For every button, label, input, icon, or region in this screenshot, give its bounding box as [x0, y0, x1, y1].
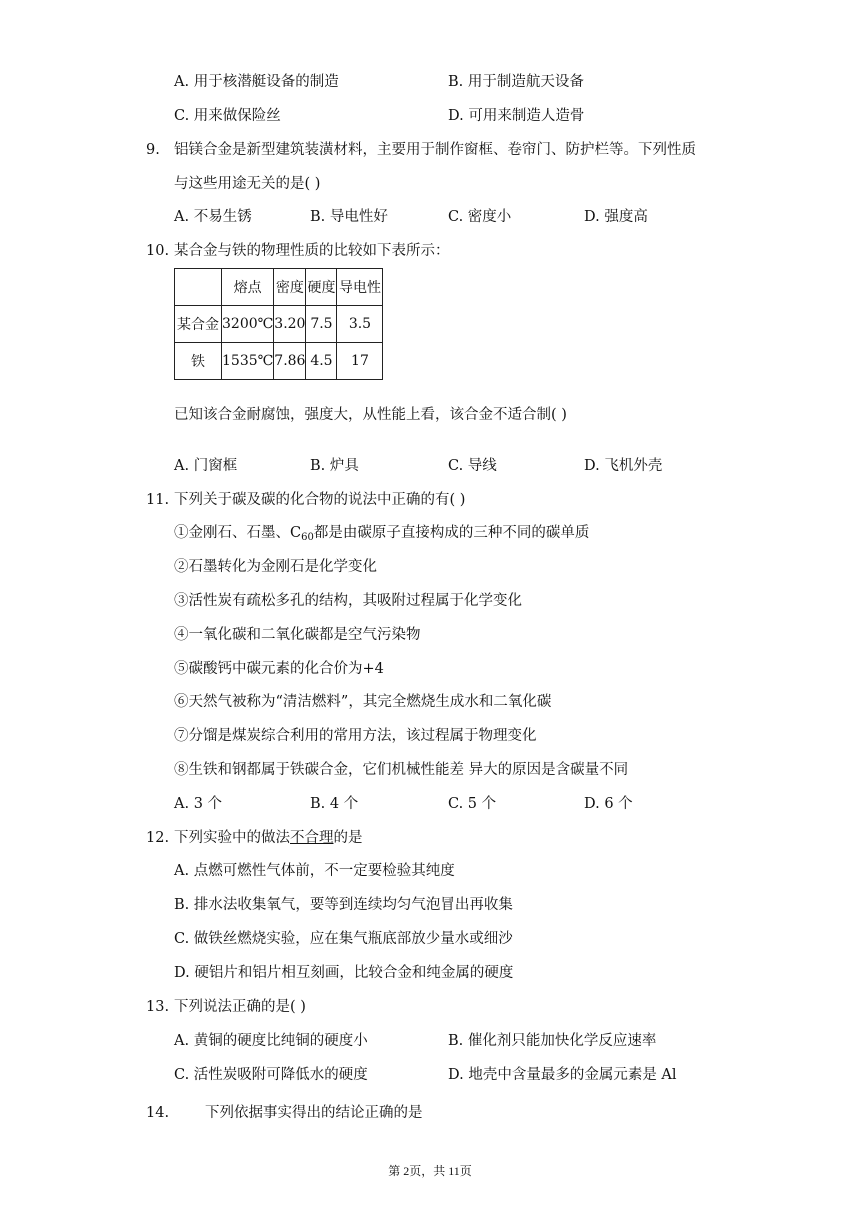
q10-number: 10. [146, 243, 170, 259]
q12-option-d: D. 硬铝片和铝片相互刻画，比较合金和纯金属的硬度 [174, 965, 514, 981]
table-header-cell [175, 269, 222, 306]
q10-stem: 某合金与铁的物理性质的比较如下表所示： [174, 243, 450, 259]
q12-number: 12. [146, 830, 170, 846]
q11-statement-6: ⑥天然气被称为“清洁燃料”，其完全燃烧生成水和二氧化碳 [174, 694, 552, 710]
table-cell: 某合金 [175, 306, 222, 343]
q13-stem: 下列说法正确的是( ) [174, 999, 306, 1015]
q10-option-d: D. 飞机外壳 [584, 458, 663, 474]
q12-option-a: A. 点燃可燃性气体前，不一定要检验其纯度 [174, 863, 455, 879]
table-header-cell: 导电性 [337, 269, 383, 306]
table-cell: 3.5 [337, 306, 383, 343]
table-cell: 7.86 [274, 343, 306, 380]
q10-option-a: A. 门窗框 [174, 458, 238, 474]
q12-option-c: C. 做铁丝燃烧实验，应在集气瓶底部放少量水或细沙 [174, 931, 513, 947]
q11-option-d: D. 6 个 [584, 796, 633, 812]
q11-statement-4: ④一氧化碳和二氧化碳都是空气污染物 [174, 627, 421, 643]
q12-stem-post: 的是 [333, 830, 363, 846]
q13-option-d: D. 地壳中含量最多的金属元素是 Al [448, 1067, 677, 1083]
q13-option-a: A. 黄铜的硬度比纯铜的硬度小 [174, 1033, 368, 1049]
q11-statement-3: ③活性炭有疏松多孔的结构，其吸附过程属于化学变化 [174, 593, 522, 609]
table-cell: 3.20 [274, 306, 306, 343]
q9-stem-line1: 铝镁合金是新型建筑装潢材料，主要用于制作窗框、卷帘门、防护栏等。下列性质 [174, 142, 696, 158]
q14-stem: 下列依据事实得出的结论正确的是 [205, 1105, 423, 1121]
q9-number: 9. [146, 142, 160, 158]
q10-question: 已知该合金耐腐蚀，强度大，从性能上看，该合金不适合制( ) [174, 407, 567, 423]
q11-statement-8: ⑧生铁和钢都属于铁碳合金，它们机械性能差 异大的原因是含碳量不同 [174, 762, 629, 778]
q11-statement-1-post: 都是由碳原子直接构成的三种不同的碳单质 [313, 525, 590, 541]
q9-option-b: B. 导电性好 [310, 209, 388, 225]
q12-stem [174, 828, 363, 848]
q9-option-c: C. 密度小 [448, 209, 512, 225]
q11-number: 11. [146, 492, 170, 508]
q11-statement-2: ②石墨转化为金刚石是化学变化 [174, 559, 377, 575]
table-cell: 7.5 [306, 306, 337, 343]
q11-statement-7: ⑦分馏是煤炭综合利用的常用方法，该过程属于物理变化 [174, 728, 537, 744]
table-row [175, 343, 383, 380]
table-cell: 3200℃ [222, 306, 274, 343]
q11-stem: 下列关于碳及碳的化合物的说法中正确的有( ) [174, 492, 466, 508]
q10-option-c: C. 导线 [448, 458, 497, 474]
q12-option-b: B. 排水法收集氧气，要等到连续均匀气泡冒出再收集 [174, 897, 513, 913]
q11-option-b: B. 4 个 [310, 796, 359, 812]
q9-option-a: A. 不易生锈 [174, 209, 252, 225]
table-header-row [175, 269, 383, 306]
table-header-cell: 熔点 [222, 269, 274, 306]
q11-option-a: A. 3 个 [174, 796, 223, 812]
table-cell: 4.5 [306, 343, 337, 380]
q13-option-b: B. 催化剂只能加快化学反应速率 [448, 1033, 657, 1049]
q8-option-d: D. 可用来制造人造骨 [448, 108, 585, 124]
q14-number: 14. [146, 1105, 170, 1121]
q11-statement-5: ⑤碳酸钙中碳元素的化合价为+4 [174, 661, 384, 677]
table-cell: 1535℃ [222, 343, 274, 380]
q8-option-c: C. 用来做保险丝 [174, 108, 281, 124]
page-footer: 第 2页，共 11页 [388, 1164, 472, 1178]
table-header-cell: 硬度 [306, 269, 337, 306]
q9-option-d: D. 强度高 [584, 209, 648, 225]
q11-option-c: C. 5 个 [448, 796, 497, 812]
alloy-property-table [174, 268, 383, 380]
q8-option-a: A. 用于核潜艇设备的制造 [174, 74, 339, 90]
q11-statement-1-pre: ①金刚石、石墨、C [174, 525, 302, 541]
q12-stem-underlined: 不合理 [290, 830, 334, 846]
table-cell: 铁 [175, 343, 222, 380]
q8-option-b: B. 用于制造航天设备 [448, 74, 584, 90]
q11-statement-1 [174, 523, 589, 543]
q10-option-b: B. 炉具 [310, 458, 359, 474]
carbon-60-subscript: 60 [301, 532, 314, 543]
q9-stem-line2: 与这些用途无关的是( ) [174, 176, 321, 192]
table-cell: 17 [337, 343, 383, 380]
q12-stem-pre: 下列实验中的做法 [174, 830, 290, 846]
q13-number: 13. [146, 999, 170, 1015]
table-header-cell: 密度 [274, 269, 306, 306]
table-row [175, 306, 383, 343]
q13-option-c: C. 活性炭吸附可降低水的硬度 [174, 1067, 368, 1083]
